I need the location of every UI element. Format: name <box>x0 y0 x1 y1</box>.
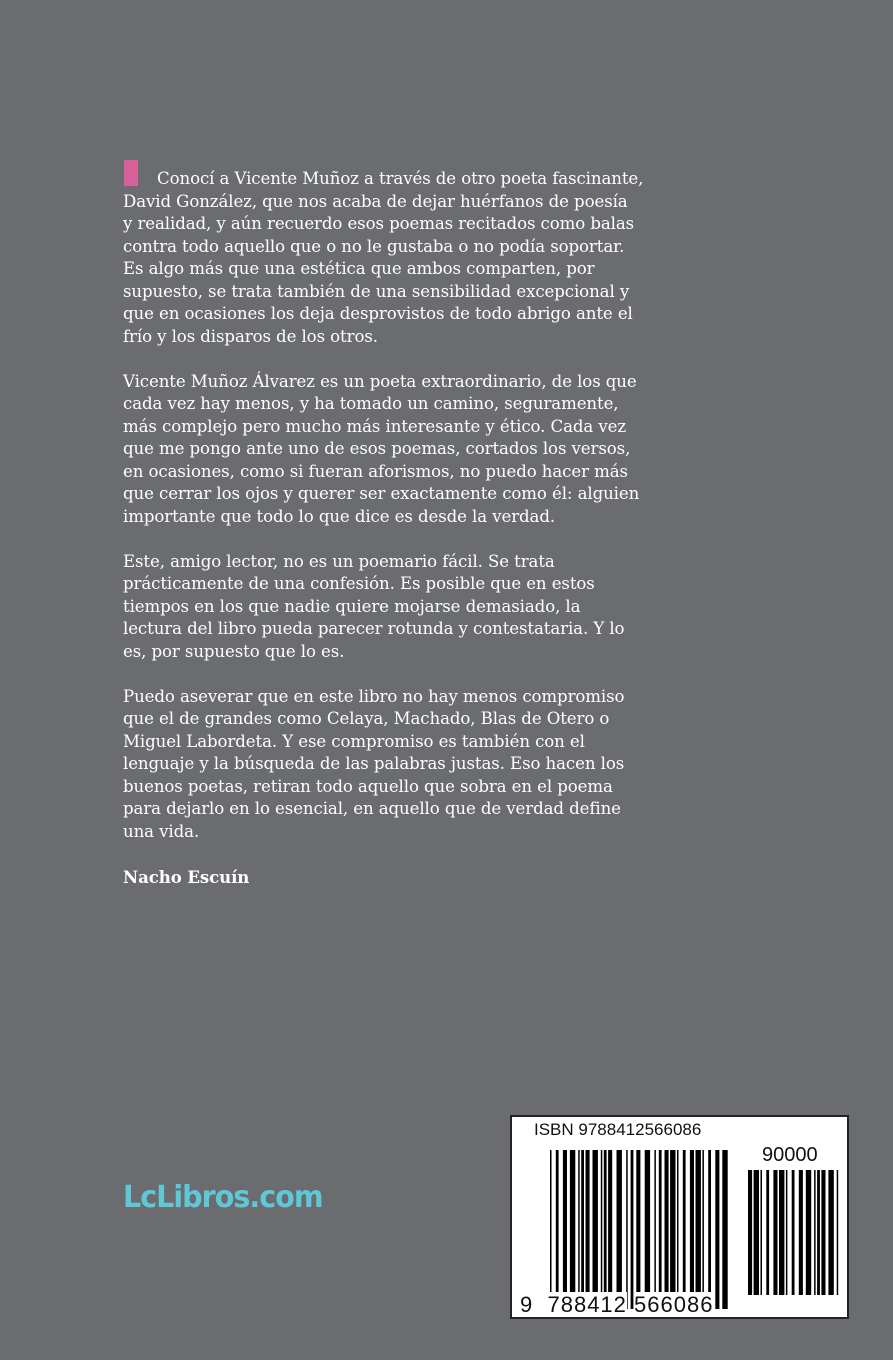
barcode-bar <box>690 1150 694 1309</box>
barcode-bar <box>773 1170 777 1295</box>
barcode-bar <box>617 1150 622 1309</box>
barcode-bar <box>702 1150 704 1309</box>
barcode-bar <box>748 1170 752 1295</box>
blurb-line: que cerrar los ojos y querer ser exactamente como él: alguien <box>123 484 640 503</box>
blurb-paragraph <box>123 371 643 529</box>
blurb-line: Vicente Muñoz Álvarez es un poeta extraordinario, de los que <box>123 371 637 391</box>
blurb-line: Puedo aseverar que en este libro no hay menos compromiso <box>123 686 625 706</box>
barcode-bar <box>626 1150 628 1309</box>
digit-first: 9 <box>520 1292 534 1317</box>
barcode-bar <box>604 1150 607 1309</box>
blurb-line: supuesto, se trata también de una sensibilidad excepcional y <box>123 281 630 301</box>
barcode-bar <box>563 1150 567 1309</box>
blurb-line: buenos poetas, retiran todo aquello que sobra en el poema <box>123 776 613 796</box>
barcode-bar <box>722 1150 727 1309</box>
blurb-line: que me pongo ante uno de esos poemas, cortados los versos, <box>123 439 631 458</box>
barcode-bar <box>786 1170 788 1295</box>
barcode-bar <box>670 1150 675 1309</box>
barcode-bar <box>581 1150 584 1309</box>
blurb-line: una vida. <box>123 821 200 841</box>
barcode-bar <box>578 1150 580 1309</box>
blurb-line: David González, que nos acaba de dejar huérfanos de poesía <box>123 191 628 211</box>
barcode-bar <box>806 1170 811 1295</box>
barcode-bar <box>761 1170 763 1295</box>
barcode-bar <box>683 1150 686 1309</box>
blurb-line: importante que todo lo que dice es desde la verdad. <box>123 506 556 526</box>
blurb-paragraph <box>123 686 643 844</box>
publisher-logo: LcLibros.com <box>123 1180 323 1215</box>
blurb-line: y realidad, y aún recuerdo esos poemas recitados como balas <box>123 214 635 233</box>
barcode-bar <box>677 1150 679 1309</box>
blurb-line: para dejarlo en lo esencial, en aquello que de verdad define <box>123 799 621 818</box>
blurb-line: es, por supuesto que lo es. <box>123 641 345 661</box>
blurb-author: Nacho Escuín <box>123 866 250 887</box>
blurb-line: lenguaje y la búsqueda de las palabras justas. Eso hacen los <box>123 754 625 773</box>
blurb-line: Conocí a Vicente Muñoz a través de otro poeta fascinante, <box>157 169 644 188</box>
barcode-bar <box>550 1150 552 1309</box>
blurb-line: en ocasiones, como si fueran aforismos, no puedo hacer más <box>123 461 628 481</box>
blurb-line: lectura del libro pueda parecer rotunda y contestataria. Y lo <box>123 619 625 638</box>
barcode-bar <box>814 1170 816 1295</box>
barcode-bar <box>593 1150 598 1309</box>
barcode-bar <box>654 1150 656 1309</box>
barcode-bar <box>821 1170 825 1295</box>
barcode-bar <box>817 1170 820 1295</box>
blurb-paragraph <box>123 168 643 348</box>
back-cover-blurb <box>123 168 643 888</box>
barcode-bar <box>645 1150 650 1309</box>
blurb-line: frío y los disparos de los otros. <box>123 326 378 346</box>
barcode-bar <box>665 1150 669 1309</box>
barcode-bar <box>659 1150 662 1309</box>
blurb-line: Miguel Labordeta. Y ese compromiso es también con el <box>123 731 585 751</box>
barcode-bar <box>570 1150 575 1309</box>
barcode-bar <box>556 1150 559 1309</box>
barcode-bar <box>828 1170 833 1295</box>
barcode-bar <box>766 1170 769 1295</box>
barcode-bar <box>754 1170 759 1295</box>
barcode-bar <box>837 1170 839 1295</box>
barcode-bar <box>631 1150 634 1309</box>
blurb-line: cada vez hay menos, y ha tomado un camino, seguramente, <box>123 394 619 413</box>
blurb-line: que en ocasiones los deja desprovistos de todo abrigo ante el <box>123 304 633 323</box>
isbn-barcode <box>510 1115 849 1319</box>
barcode-bar <box>608 1150 612 1309</box>
barcode-bar <box>792 1170 795 1295</box>
barcode-bar <box>779 1170 784 1295</box>
barcode-bar <box>601 1150 603 1309</box>
barcode-bar <box>715 1150 719 1309</box>
isbn-label: ISBN 9788412566086 <box>534 1120 702 1139</box>
blurb-paragraph <box>123 551 643 664</box>
blurb-line: más complejo pero mucho más interesante y ético. Cada vez <box>123 416 627 436</box>
blurb-line: Este, amigo lector, no es un poemario fácil. Se trata <box>123 551 555 571</box>
digits-group-1: 788412 <box>547 1292 627 1317</box>
blurb-line: tiempos en los que nadie quiere mojarse demasiado, la <box>123 596 581 616</box>
barcode-bar <box>636 1150 640 1309</box>
barcode-bar <box>586 1150 590 1309</box>
blurb-line: contra todo aquello que o no le gustaba o no podía soportar. <box>123 236 625 256</box>
addon-code: 90000 <box>762 1144 818 1166</box>
blurb-line: Es algo más que una estética que ambos comparten, por <box>123 259 595 278</box>
digits-group-2: 566086 <box>634 1292 714 1317</box>
barcode-bar <box>708 1150 711 1309</box>
barcode-bar <box>799 1170 803 1295</box>
blurb-line: que el de grandes como Celaya, Machado, Blas de Otero o <box>123 709 610 728</box>
barcode-digits <box>520 1292 713 1318</box>
blurb-line: prácticamente de una confesión. Es posible que en estos <box>123 574 595 593</box>
barcode-bar <box>696 1150 701 1309</box>
